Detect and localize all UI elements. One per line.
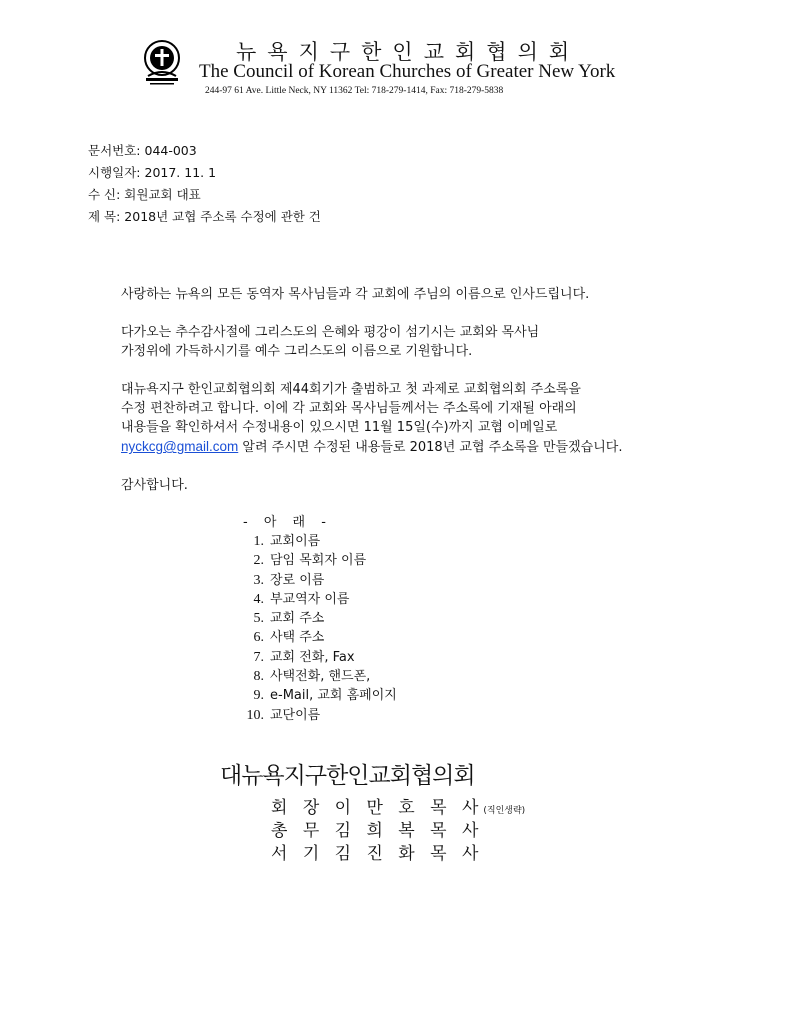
letter-body <box>121 285 721 495</box>
document-meta <box>88 140 321 228</box>
para3-line1: 대뉴욕지구 한인교회협의회 제44회기가 출범하고 첫 과제로 교회협의회 주소록을 <box>121 382 581 397</box>
para2-line2: 가정위에 가득하시기를 예수 그리스도의 이름으로 기원합니다. <box>121 344 473 359</box>
list-item: 7. 교회 전화, Fax <box>253 649 355 665</box>
list-heading: - 아 래 - <box>243 515 332 530</box>
list-item: 10. 교단이름 <box>246 707 321 723</box>
email-link[interactable]: nyckcg@gmail.com <box>121 439 239 454</box>
list-item: 1. 교회이름 <box>253 534 321 549</box>
recipient: 수 신: 회원교회 대표 <box>88 187 201 202</box>
list-item: 2. 담임 목회자 이름 <box>253 553 367 569</box>
para3-line3: 내용들을 확인하셔서 수정내용이 있으시면 11월 15일(수)까지 교협 이메일로 <box>121 420 558 435</box>
signature-president: 회 장 이 만 호 목 사(직인생략) <box>271 798 526 818</box>
signature-secretary-general: 총 무 김 희 복 목 사 <box>271 821 484 841</box>
para2-line1: 다가오는 추수감사절에 그리스도의 은혜와 평강이 섬기시는 교회와 목사님 <box>121 325 540 340</box>
seal-omitted-note: (직인생략) <box>483 806 526 816</box>
list-item: 9. e-Mail, 교회 홈페이지 <box>253 688 397 704</box>
signature-clerk: 서 기 김 진 화 목 사 <box>271 844 484 864</box>
doc-number: 문서번호: 044-003 <box>88 143 197 158</box>
thanks: 감사합니다. <box>121 478 188 493</box>
list-item: 4. 부교역자 이름 <box>253 591 350 607</box>
greeting: 사랑하는 뉴욕의 모든 동역자 목사님들과 각 교회에 주님의 이름으로 인사드립니다. <box>121 287 590 302</box>
issue-date: 시행일자: 2017. 11. 1 <box>88 165 217 180</box>
list-item: 5. 교회 주소 <box>253 611 325 627</box>
list-item: 6. 사택 주소 <box>253 630 325 646</box>
list-item: 8. 사택전화, 핸드폰, <box>253 669 371 685</box>
subject: 제 목: 2018년 교협 주소록 수정에 관한 건 <box>88 209 321 224</box>
church-council-seal-icon <box>140 38 184 86</box>
item-list <box>240 532 397 725</box>
org-name-korean: 뉴욕지구한인교회협의회 <box>236 40 581 64</box>
signature-org: 대뉴욕지구한인교회협의회 <box>220 763 475 789</box>
para3-line2: 수정 편찬하려고 합니다. 이에 각 교회와 목사님들께서는 주소록에 기재될 아래의 <box>121 401 577 416</box>
para3-line4 <box>121 437 721 457</box>
org-name-english: The Council of Korean Churches of Greater New York <box>199 61 616 82</box>
org-address: 244-97 61 Ave. Little Neck, NY 11362 Tel: 718-279-1414, Fax: 718-279-5838 <box>205 86 504 96</box>
list-item: 3. 장로 이름 <box>253 572 325 588</box>
para3-line4-rest: 알려 주시면 수정된 내용들로 2018년 교협 주소록을 만들겠습니다. <box>238 440 623 455</box>
